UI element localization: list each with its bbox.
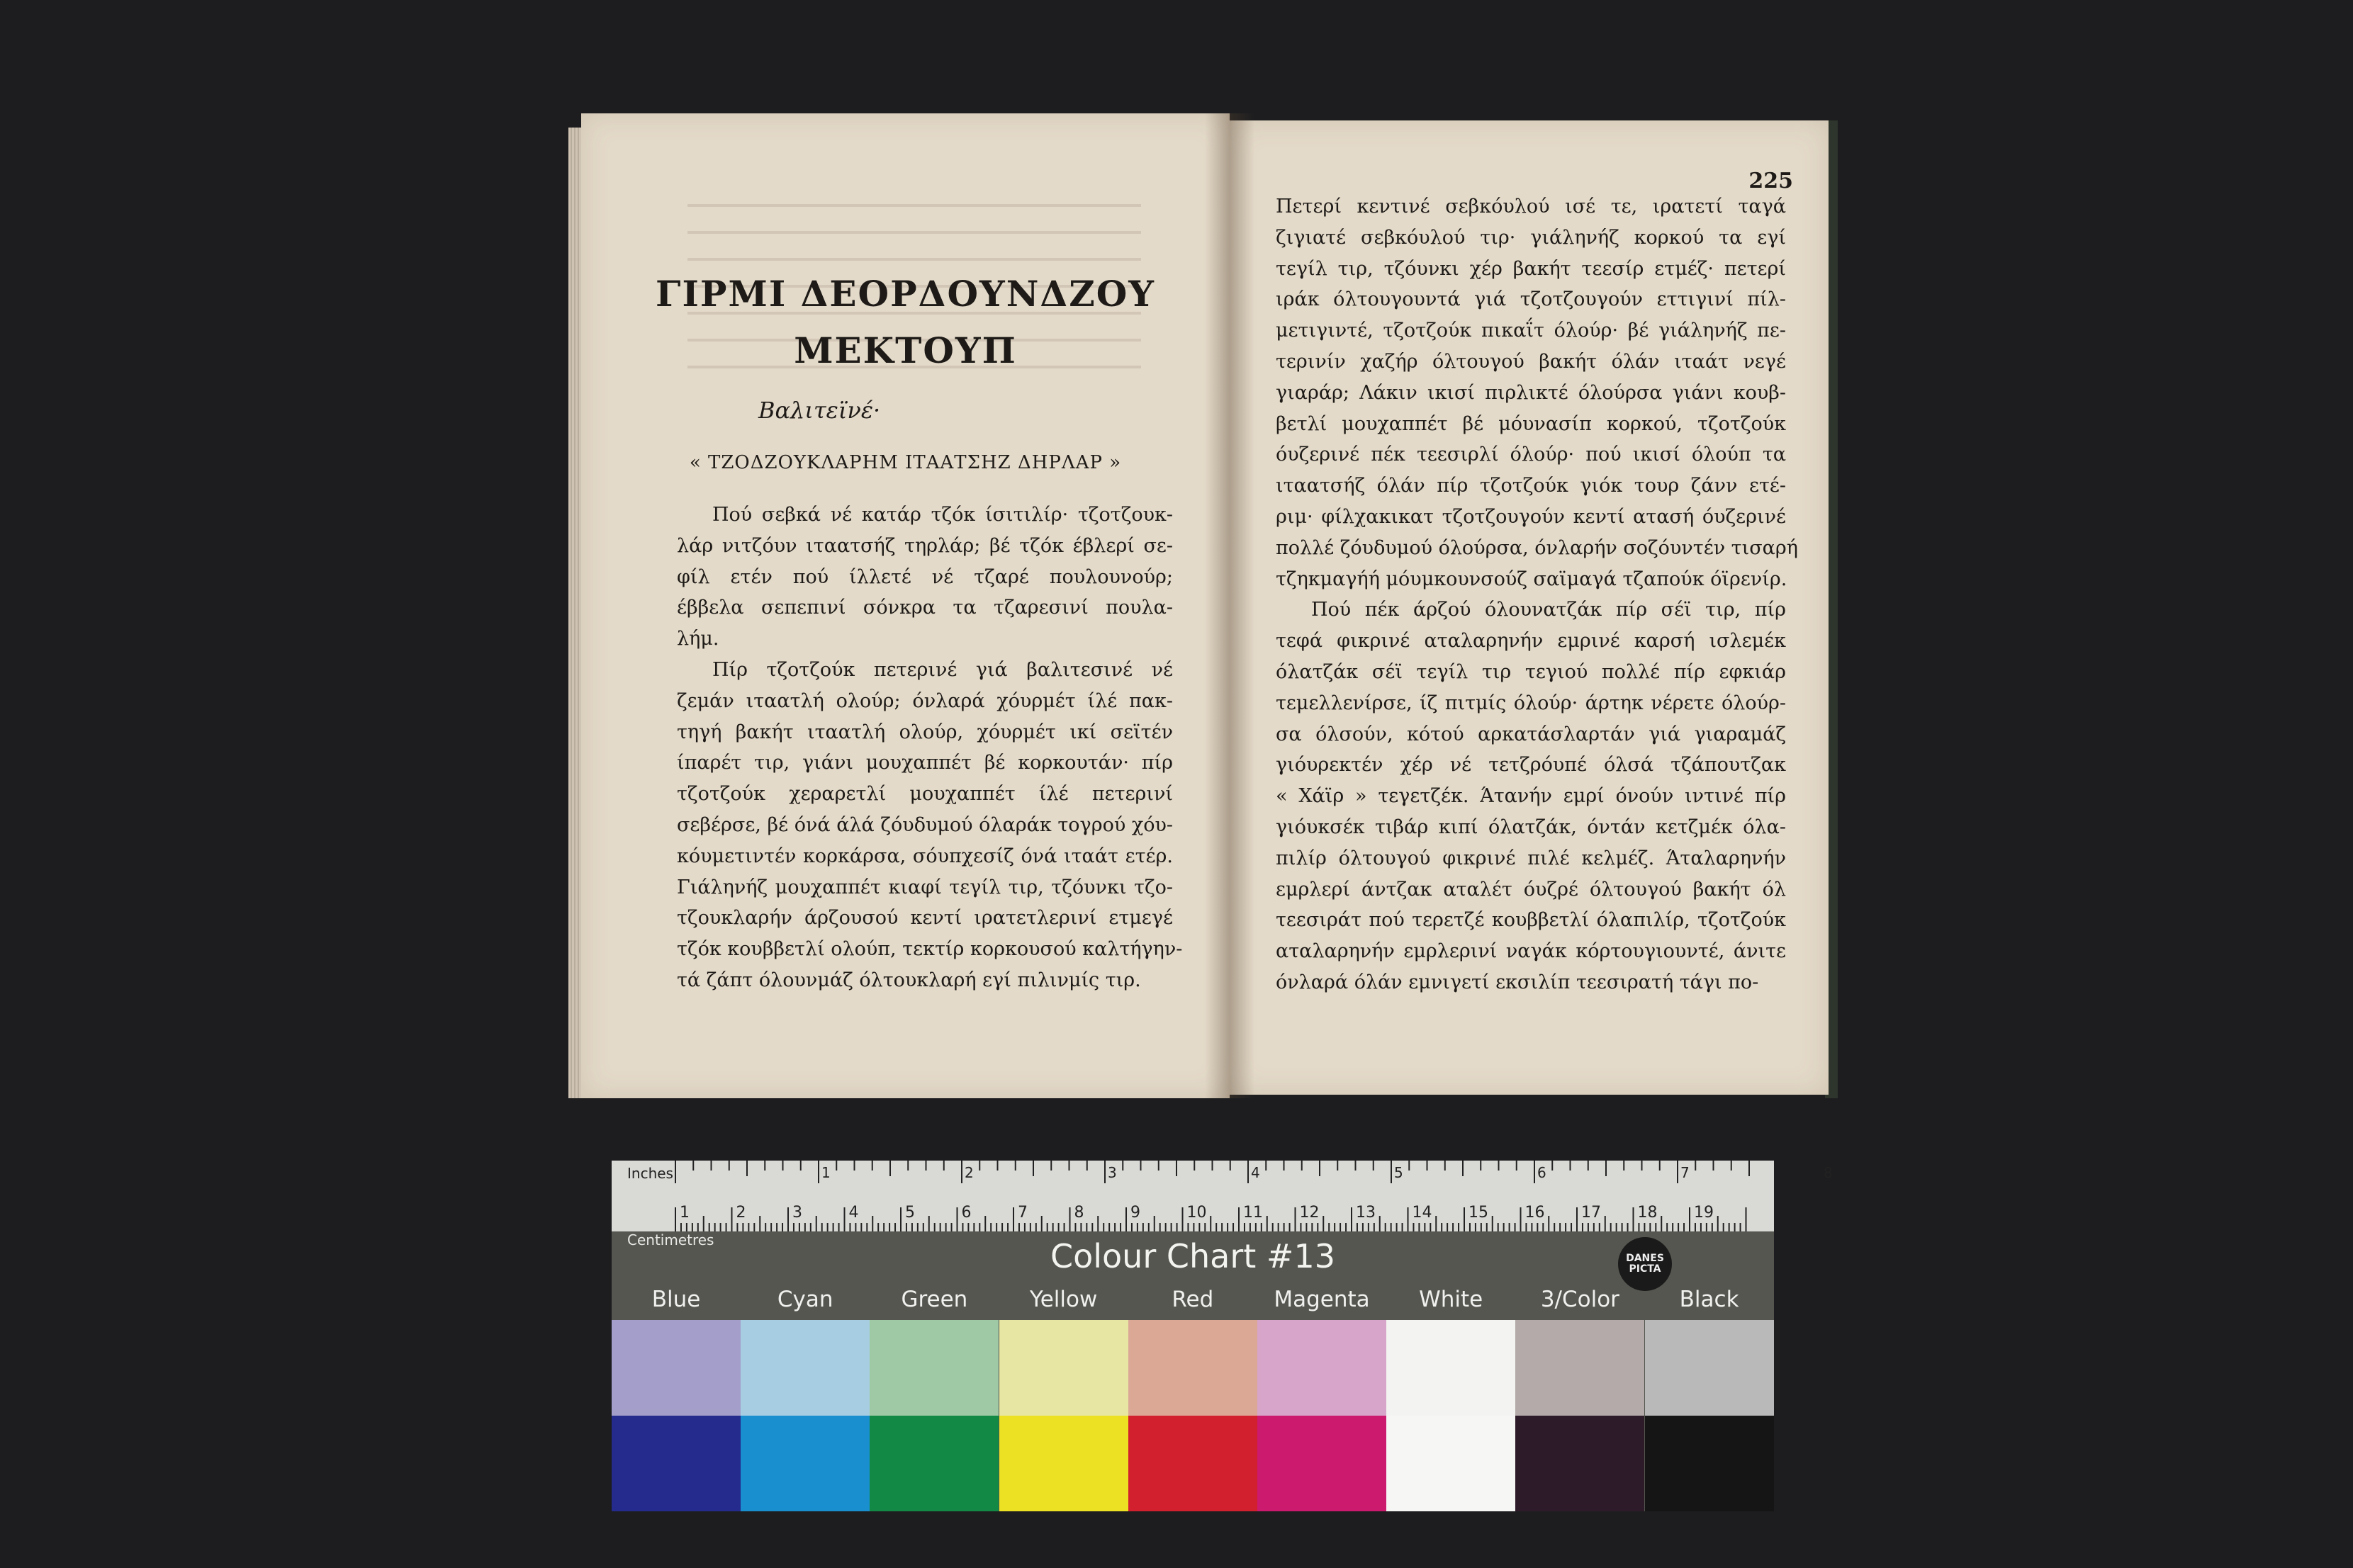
swatch-tint <box>1645 1320 1774 1416</box>
text-line: ριμ· φίλχακικατ τζοτζουγούν κεντί ατασή όυζερινέ <box>1276 505 1786 528</box>
inch-tick-label: 7 <box>1680 1164 1690 1181</box>
text-line: τά ζάπτ όλουνμάζ όλτουκλαρή εγί πιλινμίς τιρ. <box>677 969 1141 991</box>
chart-title: Colour Chart #13 <box>1050 1237 1335 1275</box>
swatch-tint <box>1257 1320 1386 1416</box>
text-line: έββελα σεπεπινί σόνκρα τα τζαρεσινί πουλα- <box>677 597 1173 619</box>
cm-tick-label: 14 <box>1412 1204 1432 1222</box>
text-line: « Χάϊρ » τεγετζέκ. Άτανήν εμρί όνούν ιντινέ πίρ <box>1276 785 1786 808</box>
text-line: τζόκ κουββετλί ολούπ, τεκτίρ κορκουσού καλτήγην- <box>677 938 1183 961</box>
text-line: Πού πέκ άρζού όλουνατζάκ πίρ σέϊ τιρ, πίρ <box>1311 599 1786 621</box>
swatch-solid <box>741 1416 870 1511</box>
swatch-label: Magenta <box>1274 1287 1370 1312</box>
text-line: πιλίρ όλτουγού φικρινέ πιλέ κελμέζ. Άταλαρηνήν <box>1276 847 1786 869</box>
text-line: μετιγιντέ, τζοτζούκ πικαΐτ όλούρ· βέ γιάληνήζ πε- <box>1276 320 1786 342</box>
cm-tick-label: 9 <box>1130 1204 1140 1222</box>
cm-tick-label: 17 <box>1581 1204 1601 1222</box>
text-line: βετλί μουχαππέτ βέ μόυνασίπ κορκού, τζοτζούκ <box>1276 412 1786 435</box>
text-line: λήμ. <box>677 628 719 650</box>
swatch-label: 3/Color <box>1540 1287 1619 1312</box>
cm-tick-label: 6 <box>961 1204 972 1222</box>
text-line: Γιάληνήζ μουχαππέτ κιαφί τεγίλ τιρ, τζόυνκι τζο- <box>677 876 1173 898</box>
text-line: κόυμετιντέν κορκάρσα, σόυπχεσίζ όνά ιταάτ ετέρ. <box>677 845 1173 867</box>
cm-tick-label: 10 <box>1186 1204 1207 1222</box>
colour-chart <box>612 1161 1833 1511</box>
text-line: τεμελλενίρσε, ίζ πιτμίς όλούρ· άρτηκ νέρετε όλούρ- <box>1276 692 1786 714</box>
text-line: όνλαρά όλάν εμνιγετί εκσιλίπ τεεσιρατή τάγι πο- <box>1276 971 1759 993</box>
right-page <box>1230 120 1829 1095</box>
cm-tick-label: 2 <box>736 1204 746 1222</box>
swatch-label: Green <box>901 1287 968 1312</box>
inch-tick-label: 3 <box>1108 1164 1117 1181</box>
text-line: τζηκμαγήή μόυμκουνσούζ σαϊμαγά τζαπούκ όϊρενίρ. <box>1276 568 1787 590</box>
text-line: τηγή βακήτ ιταατλή ολούρ, χόυρμέτ ικί σεϊτέν <box>677 721 1173 743</box>
text-line: σα όλσούν, κότού αρκατάσλαρτάν γιά γιαραμάζ <box>1276 723 1786 745</box>
swatch-label: Red <box>1172 1287 1214 1312</box>
swatch-label: Yellow <box>1029 1287 1098 1312</box>
text-line: τζουκλαρήν άρζουσού κεντί ιρατετλερινί ετμεγέ <box>677 907 1173 930</box>
text-line: ίπαρέτ τιρ, γιάνι μουχαππέτ βέ κορκουτάν· πίρ <box>677 752 1173 774</box>
book-gutter <box>1205 113 1254 1098</box>
cm-tick-label: 7 <box>1018 1204 1028 1222</box>
centimetres-label: Centimetres <box>627 1231 714 1248</box>
chapter-title-line2: ΜΕΚΤΟΥΠ <box>794 329 1017 371</box>
swatch-label: White <box>1419 1287 1483 1312</box>
text-line: όυζερινέ πέκ τεεσιρλί όλούρ· πού ικισί όλούπ τα <box>1276 444 1786 466</box>
text-line: γιόυκσέκ τιβάρ κιπί όλατζάκ, όντάν κετζμέκ όλα- <box>1276 816 1786 838</box>
cm-tick-label: 12 <box>1299 1204 1320 1222</box>
inch-tick-label: 6 <box>1537 1164 1546 1181</box>
text-line: τεεσιράτ πού τερετζέ κουββετλί όλαπιλίρ, τζοτζούκ <box>1276 909 1786 932</box>
danes-picta-logo: DANES PICTA <box>1618 1237 1672 1291</box>
text-line: Πού σεβκά νέ κατάρ τζόκ ίσιτιλίρ· τζοτζουκ- <box>712 504 1173 526</box>
text-line: πολλέ ζόυδυμού όλούρσα, όνλαρήν σοζόυντέν τισαρή <box>1276 536 1798 559</box>
swatch-tint <box>1515 1320 1644 1416</box>
swatch-tint <box>741 1320 870 1416</box>
ruler-ticks <box>612 1161 1833 1231</box>
text-line: ιράκ όλτουγουντά γιά τζοτζουγούν εττιγινί πίλ- <box>1276 288 1786 311</box>
text-line: εμρλερί άντζακ αταλέτ όυζρέ όλτουγού βακήτ όλ <box>1276 878 1786 901</box>
text-line: αταλαρηνήν εμρλερινί ναγάκ κόρτουγιουντέ, άνιτε <box>1276 940 1786 963</box>
inch-tick-label: 1 <box>821 1164 831 1181</box>
cm-tick-label: 1 <box>680 1204 690 1222</box>
right-body-text <box>1276 191 1798 998</box>
page-edges <box>568 128 583 1098</box>
swatch-tint <box>1386 1320 1515 1416</box>
text-line: όλατζάκ σέϊ τεγίλ τιρ τεγιού πολλέ πίρ εφκιάρ <box>1276 660 1786 683</box>
cm-tick-label: 11 <box>1243 1204 1263 1222</box>
cm-tick-label: 8 <box>1074 1204 1084 1222</box>
text-line: τεγίλ τιρ, τζόυνκι χέρ βακήτ τεεσίρ ετμέζ· πετερί <box>1276 257 1786 280</box>
addressee: Βαλιτεϊνέ· <box>758 397 881 424</box>
cm-tick-label: 18 <box>1637 1204 1658 1222</box>
cm-tick-label: 15 <box>1468 1204 1488 1222</box>
swatch-tint <box>999 1320 1128 1416</box>
swatch-solid <box>999 1416 1128 1511</box>
swatch-tint <box>612 1320 741 1416</box>
ruler <box>612 1161 1833 1248</box>
cm-tick-label: 4 <box>848 1204 859 1222</box>
text-line: ζεμάν ιταατλή ολούρ; όνλαρά χόυρμέτ ίλέ πακ- <box>677 689 1173 712</box>
inches-label: Inches <box>627 1165 673 1182</box>
text-line: σεβέρσε, βέ όνά άλά ζόυδυμού όλαράκ τογρού χόυ- <box>677 813 1173 836</box>
inch-tick-label: 2 <box>965 1164 974 1181</box>
swatch-solid <box>1257 1416 1386 1511</box>
text-line: φίλ ετέν πού ίλλετέ νέ τζαρέ πουλουνούρ; <box>677 565 1173 588</box>
cm-tick-label: 19 <box>1694 1204 1714 1222</box>
swatch-solid <box>1645 1416 1774 1511</box>
text-line: Πετερί κεντινέ σεβκόυλού ισέ τε, ιρατετί ταγά <box>1276 196 1786 218</box>
text-line: τερινίν χαζήρ όλτουγού βακήτ όλάν ιταάτ νεγέ <box>1276 350 1786 373</box>
left-body-text <box>677 500 1183 996</box>
swatch-label: Blue <box>651 1287 701 1312</box>
cm-tick-label: 5 <box>905 1204 915 1222</box>
cm-tick-label: 13 <box>1356 1204 1376 1222</box>
cm-tick-label: 3 <box>792 1204 802 1222</box>
swatch-label: Cyan <box>777 1287 833 1312</box>
cm-tick-label: 16 <box>1524 1204 1545 1222</box>
subheading: « ΤΖΟΔΖΟΥΚΛΑΡΗΜ ΙΤΑΑΤΣΗΖ ΔΗΡΛΑΡ » <box>689 452 1122 473</box>
text-line: ιταατσήζ όλάν πίρ τζοτζούκ γιόκ τουρ ζάνν ετέ- <box>1276 475 1786 497</box>
swatch-solid <box>612 1416 741 1511</box>
text-line: τεφά φικρινέ αταλαρηνήν εμρινέ καρσή ισλεμέκ <box>1276 630 1786 653</box>
inch-tick-label: 5 <box>1394 1164 1403 1181</box>
chapter-title-line1: ΓΙΡΜΙ ΔΕΟΡΔΟΥΝΔΖΟΥ <box>656 273 1155 315</box>
swatch-solid <box>1128 1416 1257 1511</box>
swatch-tint <box>870 1320 999 1416</box>
swatch-label: Black <box>1679 1287 1739 1312</box>
text-line: ζιγιατέ σεβκόυλού τιρ· γιάληνήζ κορκού τα εγί <box>1276 226 1786 249</box>
inch-tick-label: 8 <box>1824 1164 1833 1181</box>
page-number: 225 <box>1748 169 1793 193</box>
swatch-tint <box>1128 1320 1257 1416</box>
left-page <box>581 113 1230 1098</box>
text-line: Πίρ τζοτζούκ πετερινέ γιά βαλιτεσινέ νέ <box>712 658 1173 681</box>
text-line: γιαράρ; Λάκιν ικισί πιρλικτέ όλούρσα γιάνι κουβ- <box>1276 381 1786 404</box>
text-line: τζοτζούκ χεραρετλί μουχαππέτ ίλέ πετερινί <box>677 783 1173 806</box>
text-line: λάρ νιτζόυν ιταατσήζ τηρλάρ; βέ τζόκ έβλερί σε- <box>677 534 1173 557</box>
swatch-solid <box>1515 1416 1644 1511</box>
swatch-solid <box>1386 1416 1515 1511</box>
inch-tick-label: 4 <box>1251 1164 1260 1181</box>
text-line: γιόυρεκτέν χέρ νέ τετζρόυπέ όλσά τζάπουτζακ <box>1276 754 1786 777</box>
swatch-solid <box>870 1416 999 1511</box>
